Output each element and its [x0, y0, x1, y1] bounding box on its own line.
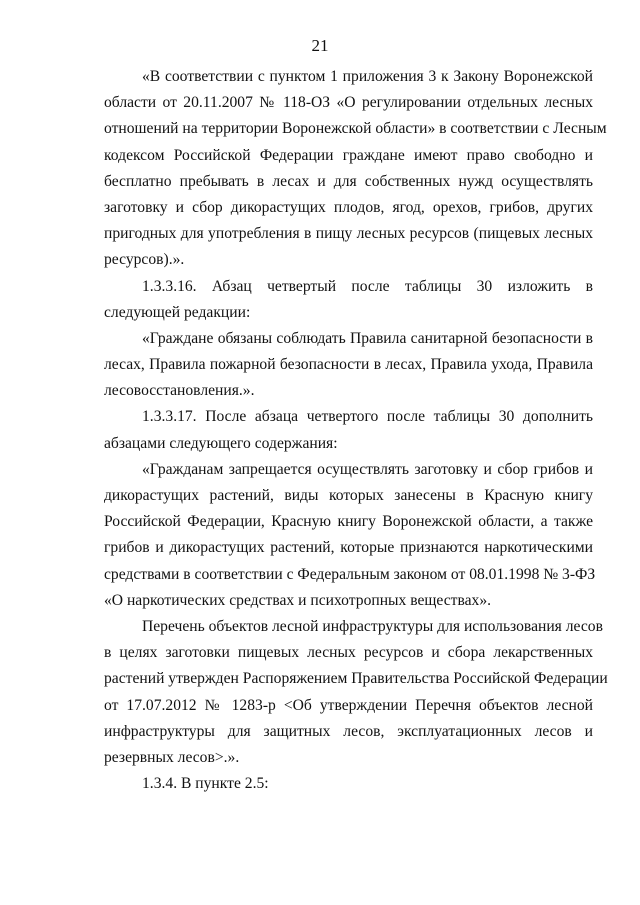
text-line: «Граждане обязаны соблюдать Правила санитарной безопасности в	[142, 329, 593, 347]
text-line: грибов и дикорастущих растений, которые признаются наркотическими	[104, 539, 593, 557]
text-line: лесовосстановления.».	[104, 382, 255, 400]
text-line: «О наркотических средствах и психотропных веществах».	[104, 591, 492, 609]
text-line: заготовку и сбор дикорастущих плодов, ягод, орехов, грибов, других	[104, 198, 593, 216]
document-body	[104, 64, 608, 797]
text-line: Российской Федерации, Красную книгу Воронежской области, а также	[104, 513, 593, 531]
text-line: отношений на территории Воронежской области» в соответствии с Лесным	[104, 120, 607, 138]
text-line: от 17.07.2012 № 1283-р <Об утверждении Перечня объектов лесной	[104, 696, 593, 714]
text-line: области от 20.11.2007 № 118-ОЗ «О регулировании отдельных лесных	[104, 94, 593, 112]
text-line: инфраструктуры для защитных лесов, эксплуатационных лесов и	[104, 722, 593, 740]
text-line: дикорастущих растений, виды которых занесены в Красную книгу	[104, 487, 593, 504]
text-line: средствами в соответствии с Федеральным законом от 08.01.1998 № 3-ФЗ	[104, 565, 596, 583]
text-line: 1.3.3.16. Абзац четвертый после таблицы 30 изложить в	[142, 277, 593, 295]
text-line: растений утвержден Распоряжением Правительства Российской Федерации	[104, 670, 608, 688]
text-line: следующей редакции:	[104, 303, 251, 321]
page-number: 21	[311, 36, 329, 55]
text-line: в целях заготовки пищевых лесных ресурсов и сбора лекарственных	[104, 644, 593, 662]
text-line: кодексом Российской Федерации граждане имеют право свободно и	[104, 146, 593, 164]
text-line: ресурсов).».	[104, 251, 185, 269]
text-line: бесплатно пребывать в лесах и для собственных нужд осуществлять	[104, 172, 593, 190]
text-line: лесах, Правила пожарной безопасности в лесах, Правила ухода, Правила	[104, 356, 593, 374]
text-line: «Гражданам запрещается осуществлять заготовку и сбор грибов и	[142, 460, 593, 478]
text-line: Перечень объектов лесной инфраструктуры для использования лесов	[142, 617, 603, 635]
text-line: 1.3.4. В пункте 2.5:	[142, 775, 269, 793]
text-line: 1.3.3.17. После абзаца четвертого после таблицы 30 дополнить	[142, 408, 593, 426]
text-line: абзацами следующего содержания:	[104, 434, 338, 452]
text-line: «В соответствии с пунктом 1 приложения 3 к Закону Воронежской	[142, 68, 593, 85]
text-line: резервных лесов>.».	[104, 748, 240, 766]
text-line: пригодных для употребления в пищу лесных ресурсов (пищевых лесных	[104, 225, 593, 243]
